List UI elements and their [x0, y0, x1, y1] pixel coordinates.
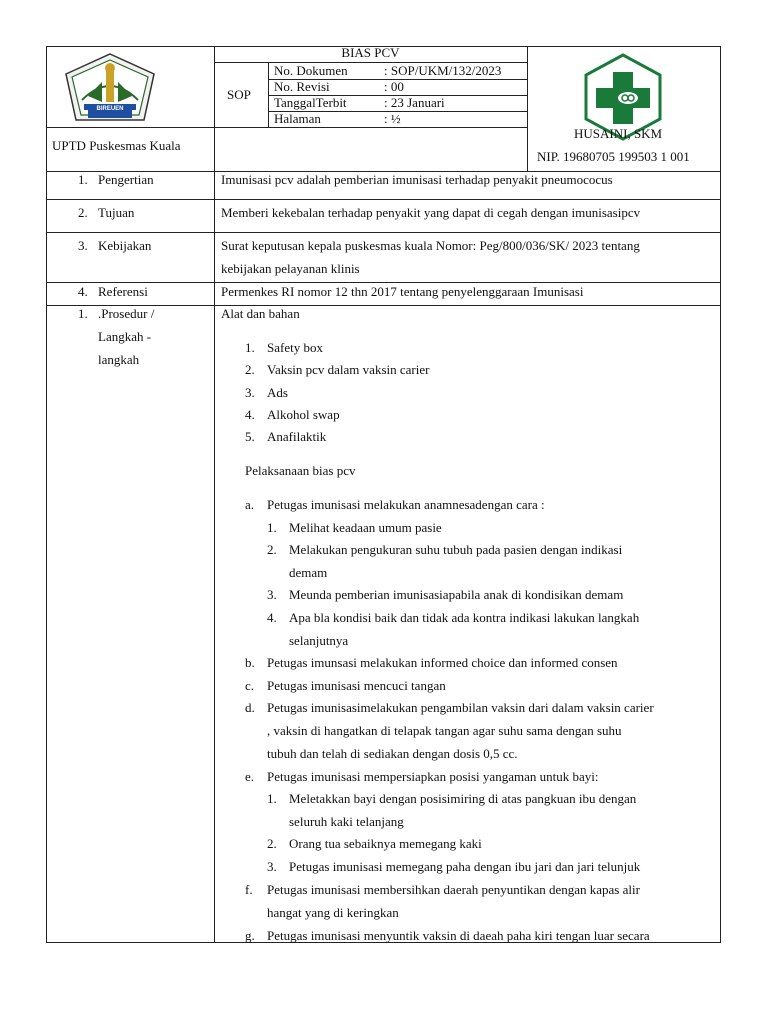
list-number: 4.: [245, 407, 255, 422]
row-number: 3.: [78, 238, 88, 253]
row-text-kebijakan-1: Surat keputusan kepala puskesmas kuala Nomor: Peg/800/036/SK/ 2023 tentang: [221, 238, 640, 253]
step-letter: g.: [245, 928, 255, 943]
row-number: 1.: [78, 172, 88, 187]
pelaksanaan-heading: Pelaksanaan bias pcv: [245, 463, 356, 478]
row-label-prosedur-2: Langkah -: [98, 329, 152, 344]
step-text: Petugas imunisasi menyuntik vaksin di daeah paha kiri tengan luar secara: [267, 928, 650, 943]
step-text: Petugas imunisasi mempersiapkan posisi yangaman untuk bayi:: [267, 769, 599, 784]
substep-text: selanjutnya: [289, 633, 349, 648]
substep-number: 2.: [267, 542, 277, 557]
step-letter: a.: [245, 497, 255, 512]
step-letter: f.: [245, 882, 253, 897]
step-text: Petugas imunsasi melakukan informed choice dan informed consen: [267, 655, 618, 670]
logo-caption: BIREUEN: [96, 106, 124, 112]
alat-heading: Alat dan bahan: [221, 306, 300, 321]
regional-emblem-logo: [62, 52, 158, 124]
row-number: 4.: [78, 284, 88, 299]
row-label-prosedur-1: .Prosedur /: [98, 306, 155, 321]
meta-value-halaman: : ½: [384, 111, 401, 126]
substep-text: Melakukan pengukuran suhu tubuh pada pasien dengan indikasi: [289, 542, 623, 557]
sop-label: SOP: [227, 87, 251, 102]
substep-number: 4.: [267, 610, 277, 625]
row-label-referensi: Referensi: [98, 284, 148, 299]
substep-number: 3.: [267, 859, 277, 874]
step-letter: e.: [245, 769, 255, 784]
meta-label-revisi: No. Revisi: [274, 79, 330, 94]
signer-nip: NIP. 19680705 199503 1 001: [537, 149, 690, 164]
list-item: Anafilaktik: [267, 429, 327, 444]
step-text: Petugas imunisasi membersihkan daerah penyuntikan dengan kapas alir: [267, 882, 640, 897]
substep-text: Orang tua sebaiknya memegang kaki: [289, 836, 482, 851]
substep-text: seluruh kaki telanjang: [289, 814, 404, 829]
meta-label-dokumen: No. Dokumen: [274, 63, 348, 78]
substep-number: 2.: [267, 836, 277, 851]
step-letter: d.: [245, 700, 255, 715]
step-letter: c.: [245, 678, 255, 693]
substep-text: Meletakkan bayi dengan posisimiring di atas pangkuan ibu dengan: [289, 791, 637, 806]
step-text: , vaksin di hangatkan di telapak tangan agar suhu sama dengan suhu: [267, 723, 622, 738]
row-label-prosedur-3: langkah: [98, 352, 140, 367]
step-text: tubuh dan telah di sediakan dengan dosis 0,5 cc.: [267, 746, 518, 761]
sop-title: BIAS PCV: [341, 45, 400, 60]
org-name: UPTD Puskesmas Kuala: [52, 138, 181, 153]
step-text: Petugas imunisasimelakukan pengambilan vaksin dari dalam vaksin carier: [267, 700, 654, 715]
row-label-pengertian: Pengertian: [98, 172, 154, 187]
meta-label-tanggal: TanggalTerbit: [274, 95, 347, 110]
step-letter: b.: [245, 655, 255, 670]
row-text-tujuan: Memberi kekebalan terhadap penyakit yang dapat di cegah dengan imunisasipcv: [221, 205, 641, 220]
row-text-pengertian: Imunisasi pcv adalah pemberian imunisasi terhadap penyakit pneumococus: [221, 172, 613, 187]
list-number: 5.: [245, 429, 255, 444]
list-item: Ads: [267, 385, 288, 400]
step-text: Petugas imunisasi mencuci tangan: [267, 678, 446, 693]
list-number: 3.: [245, 385, 255, 400]
row-label-kebijakan: Kebijakan: [98, 238, 152, 253]
list-number: 1.: [245, 340, 255, 355]
meta-label-halaman: Halaman: [274, 111, 321, 126]
step-text: hangat yang di keringkan: [267, 905, 399, 920]
meta-value-tanggal: : 23 Januari: [384, 95, 445, 110]
substep-number: 1.: [267, 520, 277, 535]
row-label-tujuan: Tujuan: [98, 205, 135, 220]
substep-text: Melihat keadaan umum pasie: [289, 520, 442, 535]
list-number: 2.: [245, 362, 255, 377]
list-item: Alkohol swap: [267, 407, 340, 422]
meta-value-dokumen: : SOP/UKM/132/2023: [384, 63, 502, 78]
row-text-kebijakan-2: kebijakan pelayanan klinis: [221, 261, 360, 276]
signer-name: HUSAINI, SKM: [574, 126, 663, 141]
row-text-referensi: Permenkes RI nomor 12 thn 2017 tentang penyelenggaraan Imunisasi: [221, 284, 584, 299]
substep-number: 3.: [267, 587, 277, 602]
list-item: Safety box: [267, 340, 323, 355]
row-number: 1.: [78, 306, 88, 321]
substep-text: Meunda pemberian imunisasiapabila anak di kondisikan demam: [289, 587, 624, 602]
substep-number: 1.: [267, 791, 277, 806]
substep-text: Petugas imunisasi memegang paha dengan ibu jari dan jari telunjuk: [289, 859, 641, 874]
row-number: 2.: [78, 205, 88, 220]
list-item: Vaksin pcv dalam vaksin carier: [267, 362, 430, 377]
step-text: Petugas imunisasi melakukan anamnesadengan cara :: [267, 497, 545, 512]
substep-text: demam: [289, 565, 328, 580]
substep-text: Apa bla kondisi baik dan tidak ada kontra indikasi lakukan langkah: [289, 610, 640, 625]
meta-value-revisi: : 00: [384, 79, 404, 94]
